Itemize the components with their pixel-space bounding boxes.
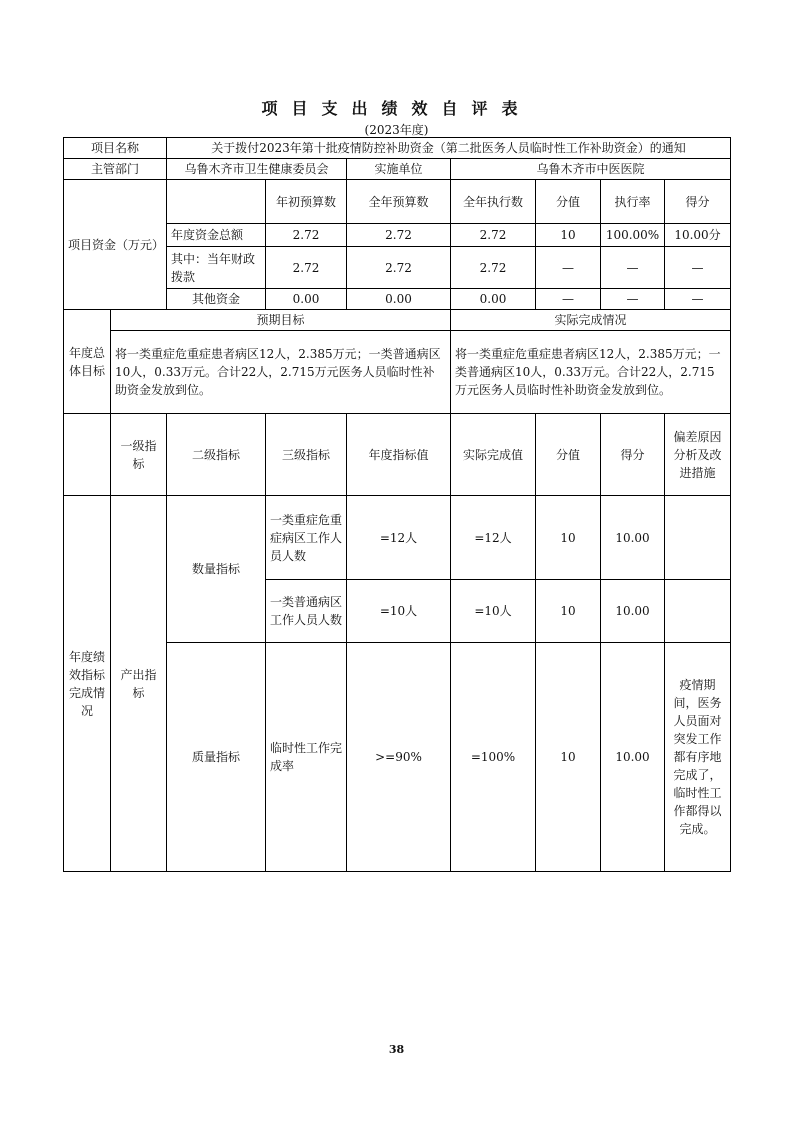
- funds-cell: 2.72: [451, 224, 536, 247]
- funds-cell: 2.72: [347, 247, 451, 289]
- indicator-header: 得分: [601, 414, 665, 496]
- funds-header: 执行率: [601, 180, 665, 224]
- funds-cell: 2.72: [347, 224, 451, 247]
- dept-label: 主管部门: [64, 159, 167, 180]
- goal-label: 年度总体目标: [64, 310, 111, 414]
- funds-cell: —: [665, 289, 731, 310]
- funds-row-label: 年度资金总额: [167, 224, 266, 247]
- project-name: 关于拨付2023年第十批疫情防控补助资金（第二批医务人员临时性工作补助资金）的通知: [167, 138, 731, 159]
- funds-label: 项目资金（万元）: [64, 180, 167, 310]
- got-value: 10.00: [601, 643, 665, 872]
- funds-cell: —: [536, 289, 601, 310]
- expected-goal-text: 将一类重症危重症患者病区12人，2.385万元；一类普通病区10人，0.33万元。合计22人，2.715万元医务人员临时性补助资金发放到位。: [111, 331, 451, 414]
- target-value: >=90%: [347, 643, 451, 872]
- actual-value: =10人: [451, 580, 536, 643]
- deviation-note: [665, 580, 731, 643]
- target-value: =10人: [347, 580, 451, 643]
- indicator-header: 年度指标值: [347, 414, 451, 496]
- score-value: 10: [536, 643, 601, 872]
- indicator-header: 实际完成值: [451, 414, 536, 496]
- page-title: 项目支出绩效自评表: [261, 99, 532, 118]
- indicator-header: 偏差原因分析及改进措施: [665, 414, 731, 496]
- indicator-section-label: 年度绩效指标完成情况: [64, 496, 111, 872]
- funds-cell: 10: [536, 224, 601, 247]
- deviation-note: 疫情期间，医务人员面对突发工作都有序地完成了，临时性工作都得以完成。: [665, 643, 731, 872]
- funds-header: 分值: [536, 180, 601, 224]
- got-value: 10.00: [601, 580, 665, 643]
- expected-goal-header: 预期目标: [111, 310, 451, 331]
- actual-value: =100%: [451, 643, 536, 872]
- funds-row-label: 其他资金: [167, 289, 266, 310]
- level3-indicator: 一类普通病区工作人员人数: [266, 580, 347, 643]
- funds-cell: 0.00: [266, 289, 347, 310]
- page-number: 38: [388, 1043, 405, 1056]
- indicator-header: 二级指标: [167, 414, 266, 496]
- funds-cell: 10.00分: [665, 224, 731, 247]
- funds-cell: —: [665, 247, 731, 289]
- indicator-header: 三级指标: [266, 414, 347, 496]
- report-year: (2023年度): [364, 123, 429, 137]
- actual-goal-header: 实际完成情况: [451, 310, 731, 331]
- level2-indicator: 质量指标: [167, 643, 266, 872]
- funds-cell: 2.72: [451, 247, 536, 289]
- funds-cell: —: [536, 247, 601, 289]
- project-name-label: 项目名称: [64, 138, 167, 159]
- funds-cell: 0.00: [451, 289, 536, 310]
- funds-cell: 100.00%: [601, 224, 665, 247]
- funds-cell: —: [601, 247, 665, 289]
- indicator-header: 分值: [536, 414, 601, 496]
- level3-indicator: 一类重症危重症病区工作人员人数: [266, 496, 347, 580]
- level2-indicator: 数量指标: [167, 496, 266, 643]
- deviation-note: [665, 496, 731, 580]
- funds-header: 年初预算数: [266, 180, 347, 224]
- funds-cell: 2.72: [266, 247, 347, 289]
- impl-label: 实施单位: [347, 159, 451, 180]
- funds-cell: 0.00: [347, 289, 451, 310]
- indicator-header-blank: [64, 414, 111, 496]
- score-value: 10: [536, 580, 601, 643]
- funds-cell: 2.72: [266, 224, 347, 247]
- score-value: 10: [536, 496, 601, 580]
- target-value: =12人: [347, 496, 451, 580]
- indicator-header: 一级指标: [111, 414, 167, 496]
- funds-cell: —: [601, 289, 665, 310]
- level3-indicator: 临时性工作完成率: [266, 643, 347, 872]
- funds-header: 得分: [665, 180, 731, 224]
- dept-value: 乌鲁木齐市卫生健康委员会: [167, 159, 347, 180]
- funds-header: 全年预算数: [347, 180, 451, 224]
- actual-value: =12人: [451, 496, 536, 580]
- funds-header-blank: [167, 180, 266, 224]
- impl-value: 乌鲁木齐市中医医院: [451, 159, 731, 180]
- funds-row-label: 其中：当年财政拨款: [167, 247, 266, 289]
- evaluation-table: [63, 137, 731, 872]
- got-value: 10.00: [601, 496, 665, 580]
- level1-indicator: 产出指标: [111, 496, 167, 872]
- funds-header: 全年执行数: [451, 180, 536, 224]
- indicator-header-row: [64, 414, 731, 496]
- actual-goal-text: 将一类重症危重症患者病区12人，2.385万元；一类普通病区10人，0.33万元。合计22人，2.715万元医务人员临时性补助资金发放到位。: [451, 331, 731, 414]
- indicator-row: [64, 496, 731, 580]
